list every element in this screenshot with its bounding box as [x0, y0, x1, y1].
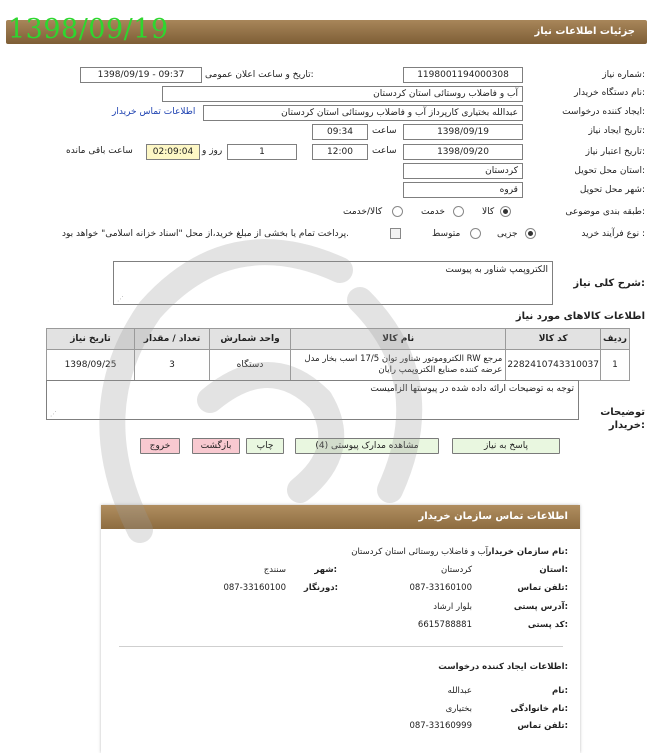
contact-title: اطلاعات تماس سازمان خریدار	[418, 511, 568, 522]
page-title: جزئیات اطلاعات نیاز	[534, 26, 635, 37]
category-kala-label: کالا	[482, 207, 495, 217]
announce-field[interactable]: 1398/09/19 - 09:37	[80, 67, 202, 83]
creator-phone-value: 087-33160999	[409, 721, 472, 731]
items-section-title: اطلاعات کالاهای مورد نیاز	[515, 311, 645, 322]
resize-grip-icon[interactable]: ⋰	[50, 410, 57, 418]
summary-textarea[interactable]	[113, 261, 553, 305]
contact-postal-label: کد پستی:	[527, 620, 568, 630]
process-label: نوع فرآیند خرید :	[581, 229, 645, 239]
col-code: کد کالا	[506, 329, 601, 350]
cell-quantity: 3	[135, 350, 210, 381]
reply-button[interactable]: پاسخ به نیاز	[452, 438, 560, 454]
col-quantity: تعداد / مقدار	[135, 329, 210, 350]
category-label: طبقه بندی موضوعی:	[565, 207, 645, 217]
creator-section-title: اطلاعات ایجاد کننده درخواست:	[438, 662, 568, 672]
summary-label: شرح کلی نیاز:	[573, 278, 645, 289]
remaining-label: ساعت باقی مانده	[66, 146, 133, 156]
process-motevaset-radio[interactable]	[470, 228, 481, 239]
contact-province-label: استان:	[539, 565, 568, 575]
category-both-radio[interactable]	[392, 206, 403, 217]
buyer-notes-textarea[interactable]	[46, 380, 579, 420]
cell-row: 1	[601, 350, 630, 381]
buyer-notes-label: توضیحات خریدار:	[600, 407, 645, 431]
contact-fax-value: 087-33160100	[223, 583, 286, 593]
announce-label: تاریخ و ساعت اعلان عمومی:	[205, 70, 314, 80]
creator-family-value: بختیاری	[445, 704, 472, 714]
view-documents-button[interactable]: مشاهده مدارک پیوستی (4)	[295, 438, 439, 454]
col-row: ردیف	[601, 329, 630, 350]
items-table	[46, 328, 630, 381]
contact-header	[101, 505, 580, 529]
process-jozi-label: جزیی	[497, 229, 518, 239]
validity-time-field[interactable]: 12:00	[312, 144, 368, 160]
contact-address-label: آدرس پستی:	[513, 602, 568, 612]
cell-code: 2282410743310037	[506, 350, 601, 381]
contact-fax-label: دورنگار:	[303, 583, 338, 593]
creator-phone-label: تلفن تماس:	[517, 721, 568, 731]
contact-city-value: سنندج	[263, 565, 286, 575]
create-time-field[interactable]: 09:34	[312, 124, 368, 140]
table-row[interactable]	[47, 350, 630, 381]
treasury-checkbox[interactable]	[390, 228, 401, 239]
col-need-date: تاریخ نیاز	[47, 329, 135, 350]
summary-text: الکتروپمپ شناور به پیوست	[445, 265, 548, 275]
print-button[interactable]: چاپ	[246, 438, 284, 454]
contact-province-value: کردستان	[440, 565, 472, 575]
buyer-org-field[interactable]: آب و فاضلاب روستائی استان کردستان	[162, 86, 523, 102]
create-date-label: تاریخ ایجاد نیاز:	[588, 126, 645, 136]
category-both-label: کالا/خدمت	[343, 207, 383, 217]
contact-postal-value: 6615788881	[417, 620, 472, 630]
contact-address-value: بلوار ارشاد	[433, 602, 472, 612]
col-unit: واحد شمارش	[210, 329, 291, 350]
creator-family-label: نام خانوادگی:	[510, 704, 568, 714]
city-field[interactable]: قروه	[403, 182, 523, 198]
days-field[interactable]: 1	[227, 144, 297, 160]
province-label: استان محل تحویل:	[574, 166, 645, 176]
buyer-notes-text: توجه به توضیحات ارائه داده شده در پیوستها الزامیست	[370, 384, 574, 394]
days-label: روز و	[202, 146, 223, 156]
process-jozi-radio[interactable]	[525, 228, 536, 239]
province-field[interactable]: کردستان	[403, 163, 523, 179]
create-date-field[interactable]: 1398/09/19	[403, 124, 523, 140]
cell-name: الکتروموتور شناور توان 17/5 اسب بخار مدل RW مرجع عرضه کننده صنایع الکتروپمپ رایان	[291, 350, 506, 381]
category-khedmat-label: خدمت	[421, 207, 445, 217]
remaining-field: 02:09:04	[146, 144, 200, 160]
divider	[119, 646, 563, 647]
creator-name-value: عبدالله	[447, 686, 472, 696]
contact-org-label: نام سازمان خریدار:	[486, 547, 568, 557]
need-number-field[interactable]: 1198001194000308	[403, 67, 523, 83]
validity-date-field[interactable]: 1398/09/20	[403, 144, 523, 160]
cell-unit: دستگاه	[210, 350, 291, 381]
watermark-date: 1398/09/19	[8, 14, 169, 45]
resize-grip-icon[interactable]: ⋰	[117, 295, 124, 303]
back-button[interactable]: بازگشت	[192, 438, 240, 454]
exit-button[interactable]: خروج	[140, 438, 180, 454]
col-name: نام کالا	[291, 329, 506, 350]
creator-label: ایجاد کننده درخواست:	[562, 107, 645, 117]
city-label: شهر محل تحویل:	[579, 185, 645, 195]
contact-phone-value: 087-33160100	[409, 583, 472, 593]
cell-need-date: 1398/09/25	[47, 350, 135, 381]
category-khedmat-radio[interactable]	[453, 206, 464, 217]
process-motevaset-label: متوسط	[432, 229, 461, 239]
contact-city-label: شهر:	[314, 565, 337, 575]
validity-time-label: ساعت	[372, 146, 397, 156]
category-kala-radio[interactable]	[500, 206, 511, 217]
create-time-label: ساعت	[372, 126, 397, 136]
creator-field[interactable]: عبدالله بختیاری کارپرداز آب و فاضلاب روستائی استان کردستان	[203, 105, 523, 121]
validity-label: تاریخ اعتبار نیاز:	[585, 147, 645, 157]
buyer-contact-link[interactable]: اطلاعات تماس خریدار	[112, 107, 196, 117]
contact-panel	[101, 505, 580, 753]
buyer-org-label: نام دستگاه خریدار:	[574, 88, 645, 98]
contact-phone-label: تلفن تماس:	[517, 583, 568, 593]
treasury-note: پرداخت تمام یا بخشی از مبلغ خرید،از محل "اسناد خزانه اسلامی" خواهد بود.	[62, 229, 350, 239]
creator-name-label: نام:	[551, 686, 568, 696]
contact-org-value: آب و فاضلاب روستائی استان کردستان	[351, 547, 488, 557]
need-number-label: شماره نیاز:	[602, 70, 645, 80]
